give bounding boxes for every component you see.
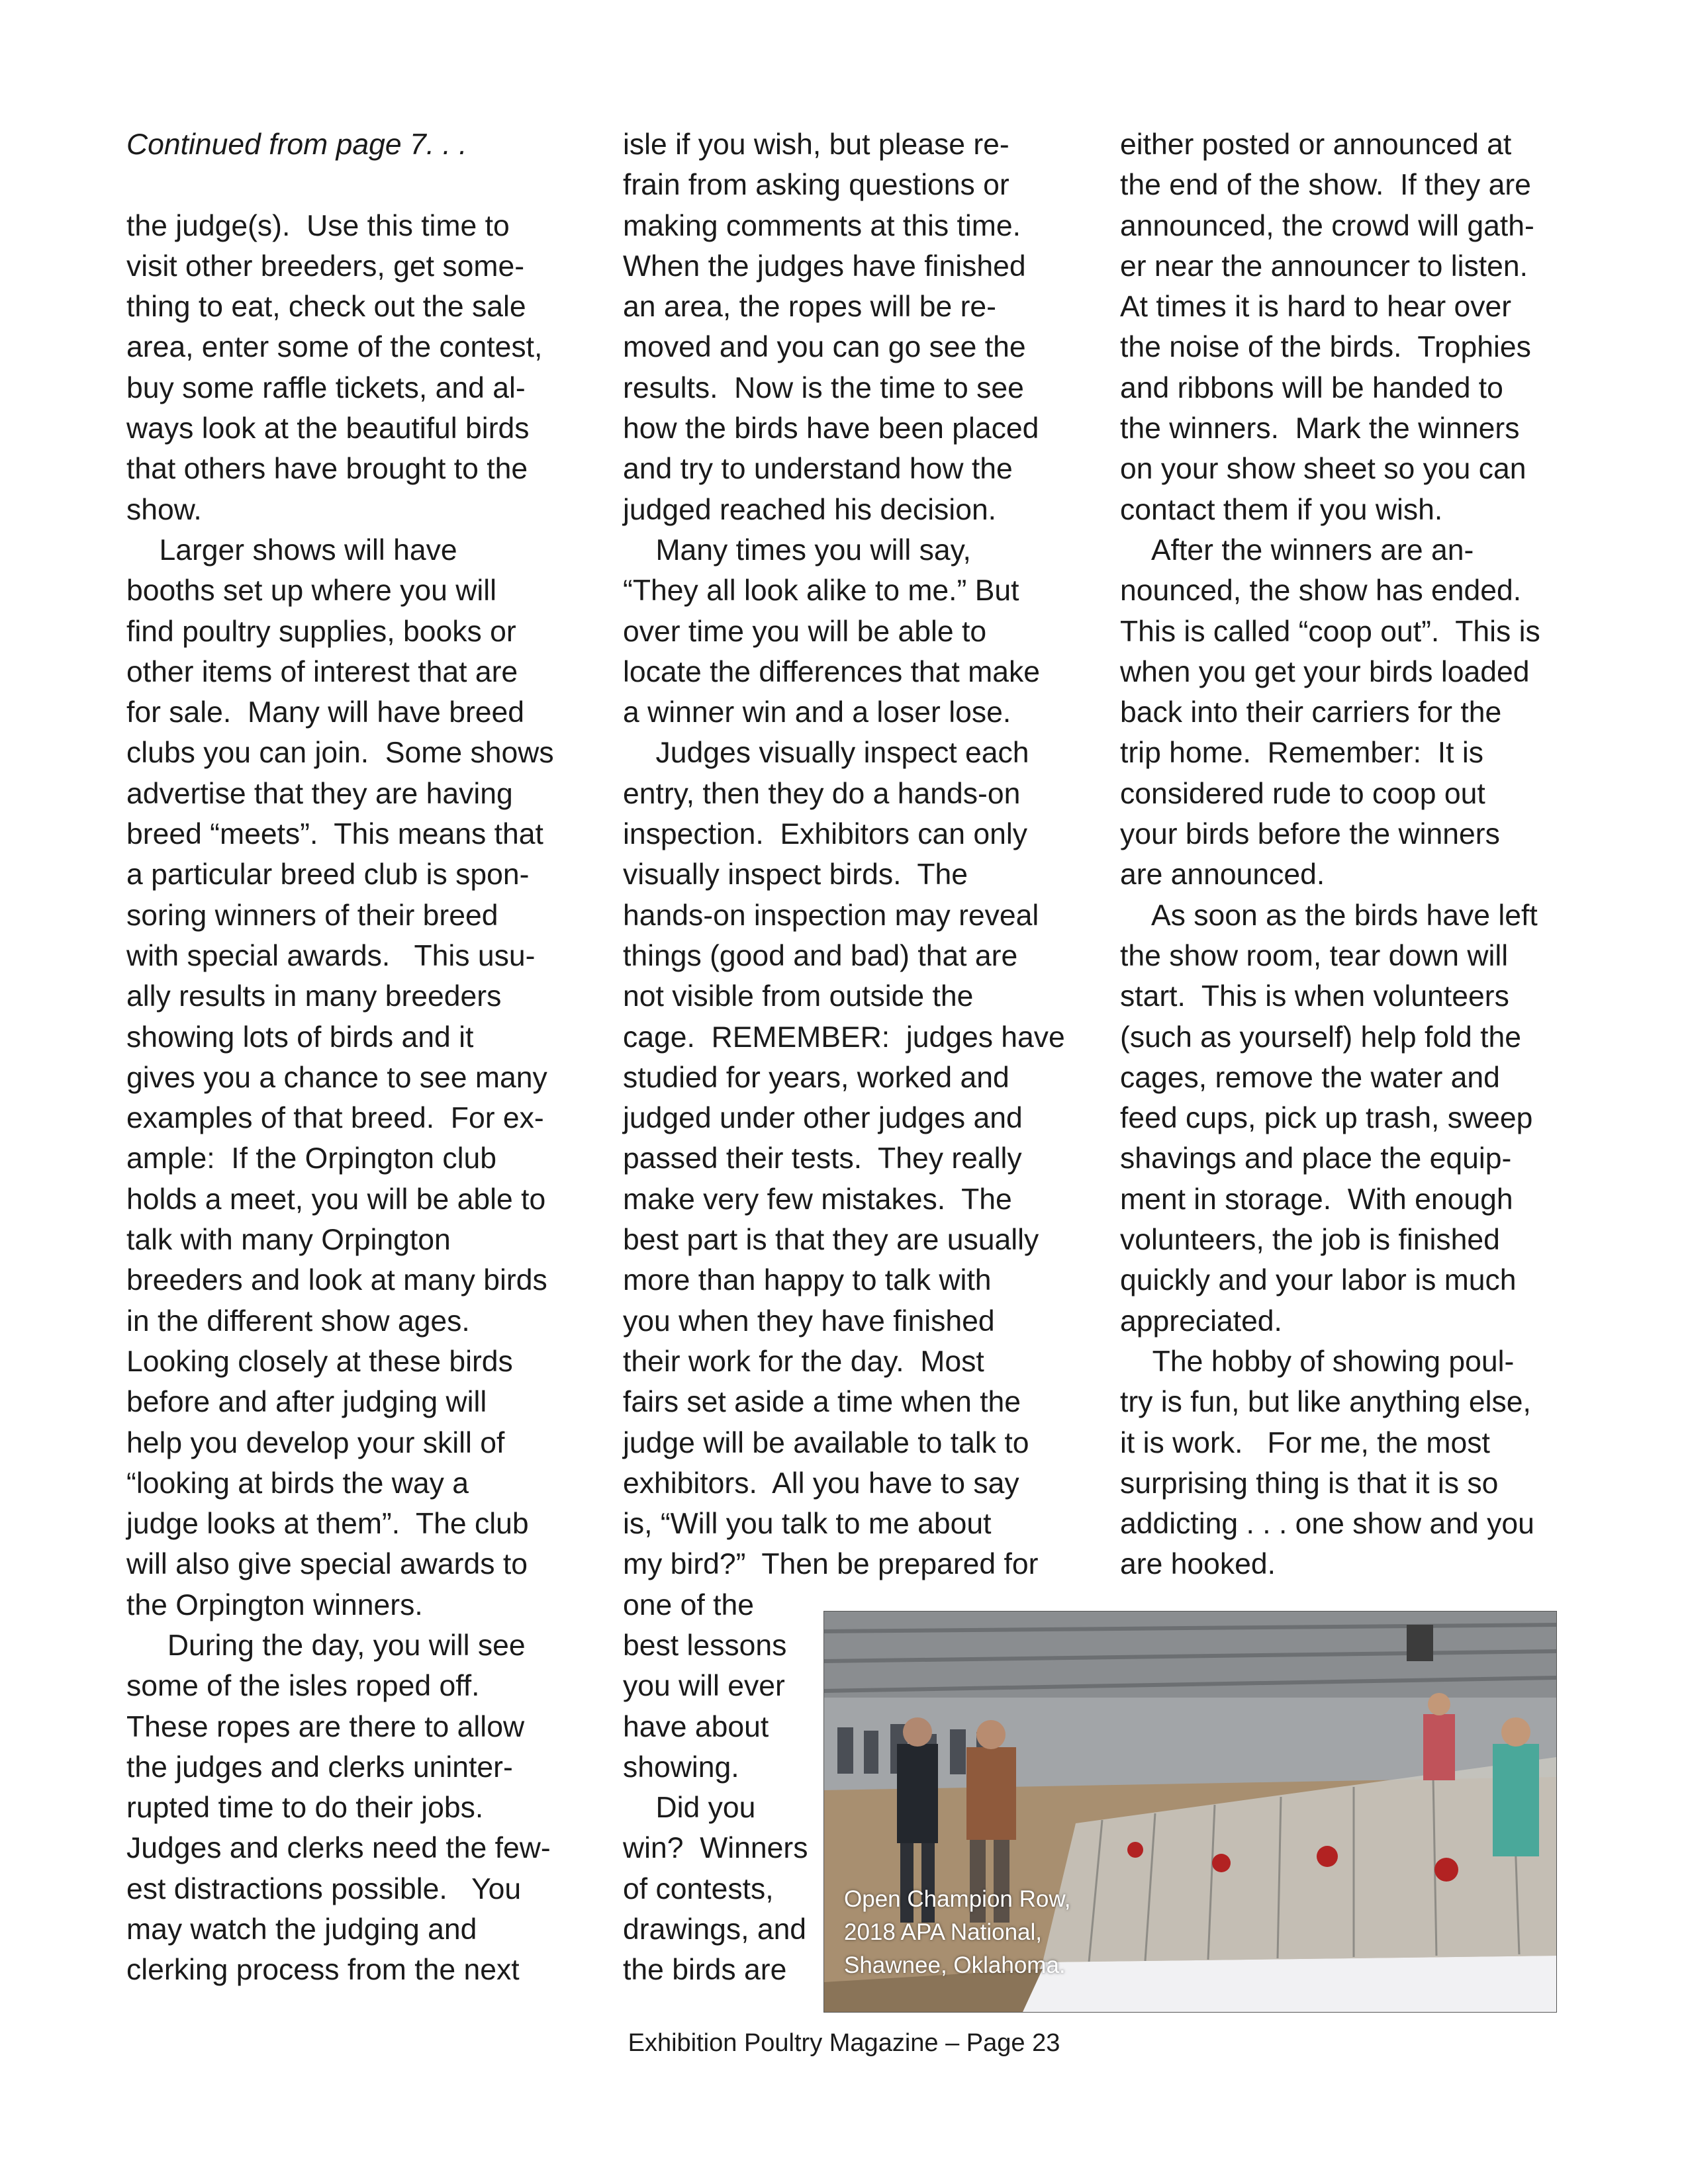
text-line: breed “meets”. This means that: [126, 818, 543, 851]
text-line: judged under other judges and: [623, 1102, 1023, 1135]
text-line: is, “Will you talk to me about: [623, 1508, 992, 1541]
text-line: passed their tests. They really: [623, 1142, 1022, 1175]
text-line: volunteers, the job is finished: [1120, 1224, 1500, 1257]
text-line: booths set up where you will: [126, 574, 497, 608]
text-line: Did you: [623, 1792, 756, 1825]
text-line: of contests,: [623, 1872, 774, 1905]
text-line: hands-on inspection may reveal: [623, 899, 1039, 932]
text-line: judge looks at them”. The club: [126, 1508, 529, 1541]
text-line: ment in storage. With enough: [1120, 1183, 1513, 1216]
text-line: buy some raffle tickets, and al-: [126, 371, 526, 404]
text-line: When the judges have finished: [623, 250, 1026, 283]
text-line: er near the announcer to listen.: [1120, 250, 1528, 283]
text-line: and ribbons will be handed to: [1120, 371, 1503, 404]
column-1-lines: [126, 206, 590, 1991]
text-line: the noise of the birds. Trophies: [1120, 331, 1531, 364]
text-line: judged reached his decision.: [623, 493, 997, 526]
text-line: Larger shows will have: [126, 533, 457, 567]
text-line: before and after judging will: [126, 1386, 487, 1419]
text-line: As soon as the birds have left: [1120, 899, 1538, 932]
text-line: either posted or announced at: [1120, 128, 1512, 161]
text-line: judge will be available to talk to: [623, 1426, 1029, 1459]
text-line: inspection. Exhibitors can only: [623, 818, 1027, 851]
text-line: frain from asking questions or: [623, 169, 1009, 202]
text-line: the show room, tear down will: [1120, 939, 1509, 972]
column-3-lines: [1120, 124, 1583, 1585]
text-line: cage. REMEMBER: judges have: [623, 1021, 1065, 1054]
text-line: The hobby of showing poul-: [1120, 1345, 1515, 1378]
text-line: how the birds have been placed: [623, 412, 1039, 445]
spacer: [126, 165, 590, 205]
text-line: a winner win and a loser lose.: [623, 696, 1011, 729]
text-line: the birds are: [623, 1954, 787, 1987]
text-line: appreciated.: [1120, 1304, 1282, 1338]
text-line: At times it is hard to hear over: [1120, 291, 1512, 324]
text-line: feed cups, pick up trash, sweep: [1120, 1102, 1533, 1135]
text-line: area, enter some of the contest,: [126, 331, 543, 364]
text-line: During the day, you will see: [126, 1629, 526, 1662]
text-line: est distractions possible. You: [126, 1872, 522, 1905]
text-line: the judges and clerks uninter-: [126, 1751, 513, 1784]
text-line: over time you will be able to: [623, 615, 987, 648]
text-line: may watch the judging and: [126, 1913, 477, 1946]
text-line: “looking at birds the way a: [126, 1467, 469, 1500]
text-line: drawings, and: [623, 1913, 807, 1946]
text-line: the Orpington winners.: [126, 1588, 423, 1621]
text-line: have about: [623, 1710, 769, 1743]
text-line: some of the isles roped off.: [126, 1670, 480, 1703]
text-line: isle if you wish, but please re-: [623, 128, 1009, 161]
text-line: are hooked.: [1120, 1548, 1276, 1581]
text-line: After the winners are an-: [1120, 533, 1474, 567]
text-line: best part is that they are usually: [623, 1224, 1039, 1257]
text-line: you when they have finished: [623, 1304, 995, 1338]
caption-line-2: 2018 APA National,: [844, 1919, 1043, 1945]
text-line: things (good and bad) that are: [623, 939, 1018, 972]
text-line: a particular breed club is spon-: [126, 858, 530, 891]
text-line: you will ever: [623, 1670, 785, 1703]
text-line: cages, remove the water and: [1120, 1061, 1500, 1094]
text-line: best lessons: [623, 1629, 787, 1662]
caption-line-3: Shawnee, Oklahoma.: [844, 1952, 1066, 1978]
text-line: ample: If the Orpington club: [126, 1142, 497, 1175]
text-line: start. This is when volunteers: [1120, 980, 1509, 1013]
column-3: [1120, 124, 1583, 1585]
text-line: clerking process from the next: [126, 1954, 520, 1987]
text-line: win? Winners: [623, 1832, 808, 1865]
text-line: breeders and look at many birds: [126, 1264, 547, 1297]
text-line: ally results in many breeders: [126, 980, 502, 1013]
text-line: one of the: [623, 1588, 754, 1621]
text-line: that others have brought to the: [126, 453, 528, 486]
text-line: rupted time to do their jobs.: [126, 1792, 484, 1825]
text-line: showing.: [623, 1751, 739, 1784]
text-line: gives you a chance to see many: [126, 1061, 547, 1094]
text-line: not visible from outside the: [623, 980, 974, 1013]
text-line: results. Now is the time to see: [623, 371, 1024, 404]
text-line: locate the differences that make: [623, 655, 1040, 688]
text-line: try is fun, but like anything else,: [1120, 1386, 1531, 1419]
text-line: Looking closely at these birds: [126, 1345, 513, 1378]
text-line: with special awards. This usu-: [126, 939, 536, 972]
text-line: in the different show ages.: [126, 1304, 470, 1338]
text-line: trip home. Remember: It is: [1120, 737, 1483, 770]
text-line: holds a meet, you will be able to: [126, 1183, 546, 1216]
text-line: exhibitors. All you have to say: [623, 1467, 1019, 1500]
text-line: find poultry supplies, books or: [126, 615, 516, 648]
column-1: [126, 124, 590, 1991]
text-line: entry, then they do a hands-on: [623, 777, 1021, 810]
photo-caption: [844, 1883, 1070, 1982]
caption-line-1: Open Champion Row,: [844, 1886, 1071, 1912]
text-line: making comments at this time.: [623, 209, 1021, 242]
text-line: “They all look alike to me.” But: [623, 574, 1019, 608]
text-line: show.: [126, 493, 202, 526]
text-line: your birds before the winners: [1120, 818, 1500, 851]
text-line: an area, the ropes will be re-: [623, 291, 996, 324]
page-footer: Exhibition Poultry Magazine – Page 23: [628, 2029, 1060, 2057]
text-line: Many times you will say,: [623, 533, 971, 567]
text-line: announced, the crowd will gath-: [1120, 209, 1534, 242]
text-line: (such as yourself) help fold the: [1120, 1021, 1522, 1054]
text-line: Judges and clerks need the few-: [126, 1832, 551, 1865]
show-photo: [823, 1611, 1557, 2013]
continued-note: Continued from page 7. . .: [126, 128, 467, 161]
text-line: on your show sheet so you can: [1120, 453, 1526, 486]
text-line: visit other breeders, get some-: [126, 250, 525, 283]
text-line: examples of that breed. For ex-: [126, 1102, 544, 1135]
text-line: moved and you can go see the: [623, 331, 1026, 364]
text-line: thing to eat, check out the sale: [126, 291, 526, 324]
text-line: clubs you can join. Some shows: [126, 737, 554, 770]
text-line: advertise that they are having: [126, 777, 513, 810]
text-line: Judges visually inspect each: [623, 737, 1029, 770]
text-line: when you get your birds loaded: [1120, 655, 1530, 688]
text-line: shavings and place the equip-: [1120, 1142, 1512, 1175]
text-line: back into their carriers for the: [1120, 696, 1502, 729]
text-line: make very few mistakes. The: [623, 1183, 1012, 1216]
text-line: fairs set aside a time when the: [623, 1386, 1021, 1419]
text-line: soring winners of their breed: [126, 899, 498, 932]
text-line: quickly and your labor is much: [1120, 1264, 1517, 1297]
text-line: addicting . . . one show and you: [1120, 1508, 1534, 1541]
text-line: contact them if you wish.: [1120, 493, 1443, 526]
text-line: it is work. For me, the most: [1120, 1426, 1490, 1459]
text-line: the judge(s). Use this time to: [126, 209, 510, 242]
text-line: and try to understand how the: [623, 453, 1013, 486]
text-line: the winners. Mark the winners: [1120, 412, 1520, 445]
text-line: are announced.: [1120, 858, 1325, 891]
text-line: These ropes are there to allow: [126, 1710, 525, 1743]
text-line: This is called “coop out”. This is: [1120, 615, 1540, 648]
text-line: other items of interest that are: [126, 655, 518, 688]
text-line: studied for years, worked and: [623, 1061, 1009, 1094]
text-line: will also give special awards to: [126, 1548, 528, 1581]
text-line: surprising thing is that it is so: [1120, 1467, 1499, 1500]
text-line: nounced, the show has ended.: [1120, 574, 1522, 608]
text-line: showing lots of birds and it: [126, 1021, 474, 1054]
text-line: the end of the show. If they are: [1120, 169, 1531, 202]
text-line: visually inspect birds. The: [623, 858, 968, 891]
text-line: considered rude to coop out: [1120, 777, 1485, 810]
text-line: my bird?” Then be prepared for: [623, 1548, 1039, 1581]
text-line: for sale. Many will have breed: [126, 696, 525, 729]
text-line: talk with many Orpington: [126, 1224, 451, 1257]
text-line: more than happy to talk with: [623, 1264, 992, 1297]
text-line: ways look at the beautiful birds: [126, 412, 530, 445]
text-line: help you develop your skill of: [126, 1426, 505, 1459]
text-line: their work for the day. Most: [623, 1345, 984, 1378]
